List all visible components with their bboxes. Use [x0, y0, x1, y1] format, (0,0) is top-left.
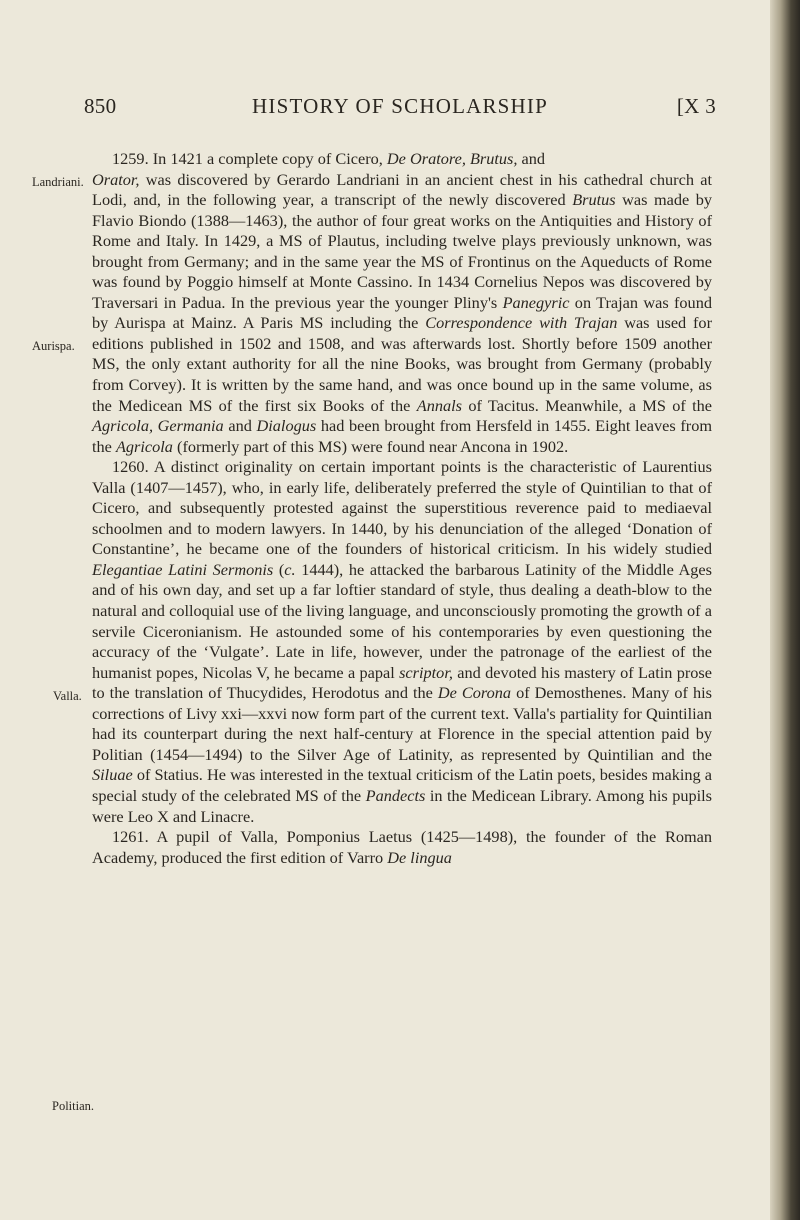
running-title: HISTORY OF SCHOLARSHIP	[252, 94, 548, 118]
main-text	[92, 149, 712, 868]
paragraph-1259: 1259. In 1421 a complete copy of Cicero, De Oratore, Brutus, and Orator, was discovered by Gerardo Landriani in an ancient chest in his cathedral church at Lodi, and, in the following year, a transcript of the newly discovered Brutus was made by Flavio Biondo (1388—1463), the author of four great works on the Antiquities and History of Rome and Italy. In 1429, a MS of Plautus, including twelve plays previously unknown, was brought from Germany; and in the same year the MS of Frontinus on the Aqueducts of Rome was found by Poggio himself at Monte Cassino. In 1434 Cornelius Nepos was discovered by Traversari in Padua. In the previous year the younger Pliny's Panegyric on Trajan was found by Aurispa at Mainz. A Paris MS including the Correspondence with Trajan was used for editions published in 1502 and 1508, and was afterwards lost. Shortly before 1509 another MS, the only extant authority for all the nine Books, was brought from Germany (probably from Corvey). It is written by the same hand, and was once bound up in the same volume, as the Medicean MS of the first six Books of the Annals of Tacitus. Meanwhile, a MS of the Agricola, Germania and Dialogus had been brought from Hersfeld in 1455. Eight leaves from the Agricola (formerly part of this MS) were found near Ancona in 1902.	[92, 149, 713, 456]
sidenote-aurispa: Aurispa.	[32, 339, 75, 353]
paragraph-number: 1259.	[112, 149, 149, 168]
section-marker: [X 3	[676, 94, 716, 118]
running-header	[84, 94, 716, 124]
paragraph-1260: 1260. A distinct originality on certain important points is the characteristic of Laurentius Valla (1407—1457), who, in early life, deliberately preferred the style of Quintilian to that of Cicero, and subsequently protested against the superstitious reverence paid to mediaeval schoolmen and to modern lawyers. In 1440, by his denunciation of the alleged ‘Donation of Constantine’, he became one of the founders of historical criticism. In his widely studied Elegantiae Latini Sermonis (c. 1444), he attacked the barbarous Latinity of the Middle Ages and of his own day, and set up a far loftier standard of style, thus dealing a death-blow to the natural and colloquial use of the living language, and unconsciously promoting the growth of a servile Ciceronianism. He astounded some of his contemporaries by even questioning the accuracy of the ‘Vulgate’. Late in life, however, under the patronage of the earliest of the humanist popes, Nicolas V, he became a papal scriptor, and devoted his mastery of Latin prose to the translation of Thucydides, Herodotus and the De Corona of Demosthenes. Many of his corrections of Livy xxi—xxvi now form part of the current text. Valla's partiality for Quintilian had its counterpart during the next half-century at Florence in the special attention paid by Politian (1454—1494) to the Silver Age of Latinity, as represented by Quintilian and the Siluae of Statius. He was interested in the textual criticism of the Latin poets, besides making a special study of the celebrated MS of the Pandects in the Medicean Library. Among his pupils were Leo X and Linacre.	[92, 457, 713, 826]
paragraph-number: 1261.	[112, 827, 149, 847]
sidenote-politian: Politian.	[52, 1099, 95, 1113]
paragraph-number: 1260.	[112, 457, 149, 477]
sidenote-valla: Valla.	[53, 689, 82, 703]
book-spine-edge	[770, 0, 800, 1220]
sidenote-landriani: Landriani.	[32, 175, 84, 189]
paragraph-1261: 1261. A pupil of Valla, Pomponius Laetus (1425—1498), the founder of the Roman Academy, produced the first edition of Varro De lingua	[92, 827, 713, 867]
page-number: 850	[84, 94, 117, 118]
